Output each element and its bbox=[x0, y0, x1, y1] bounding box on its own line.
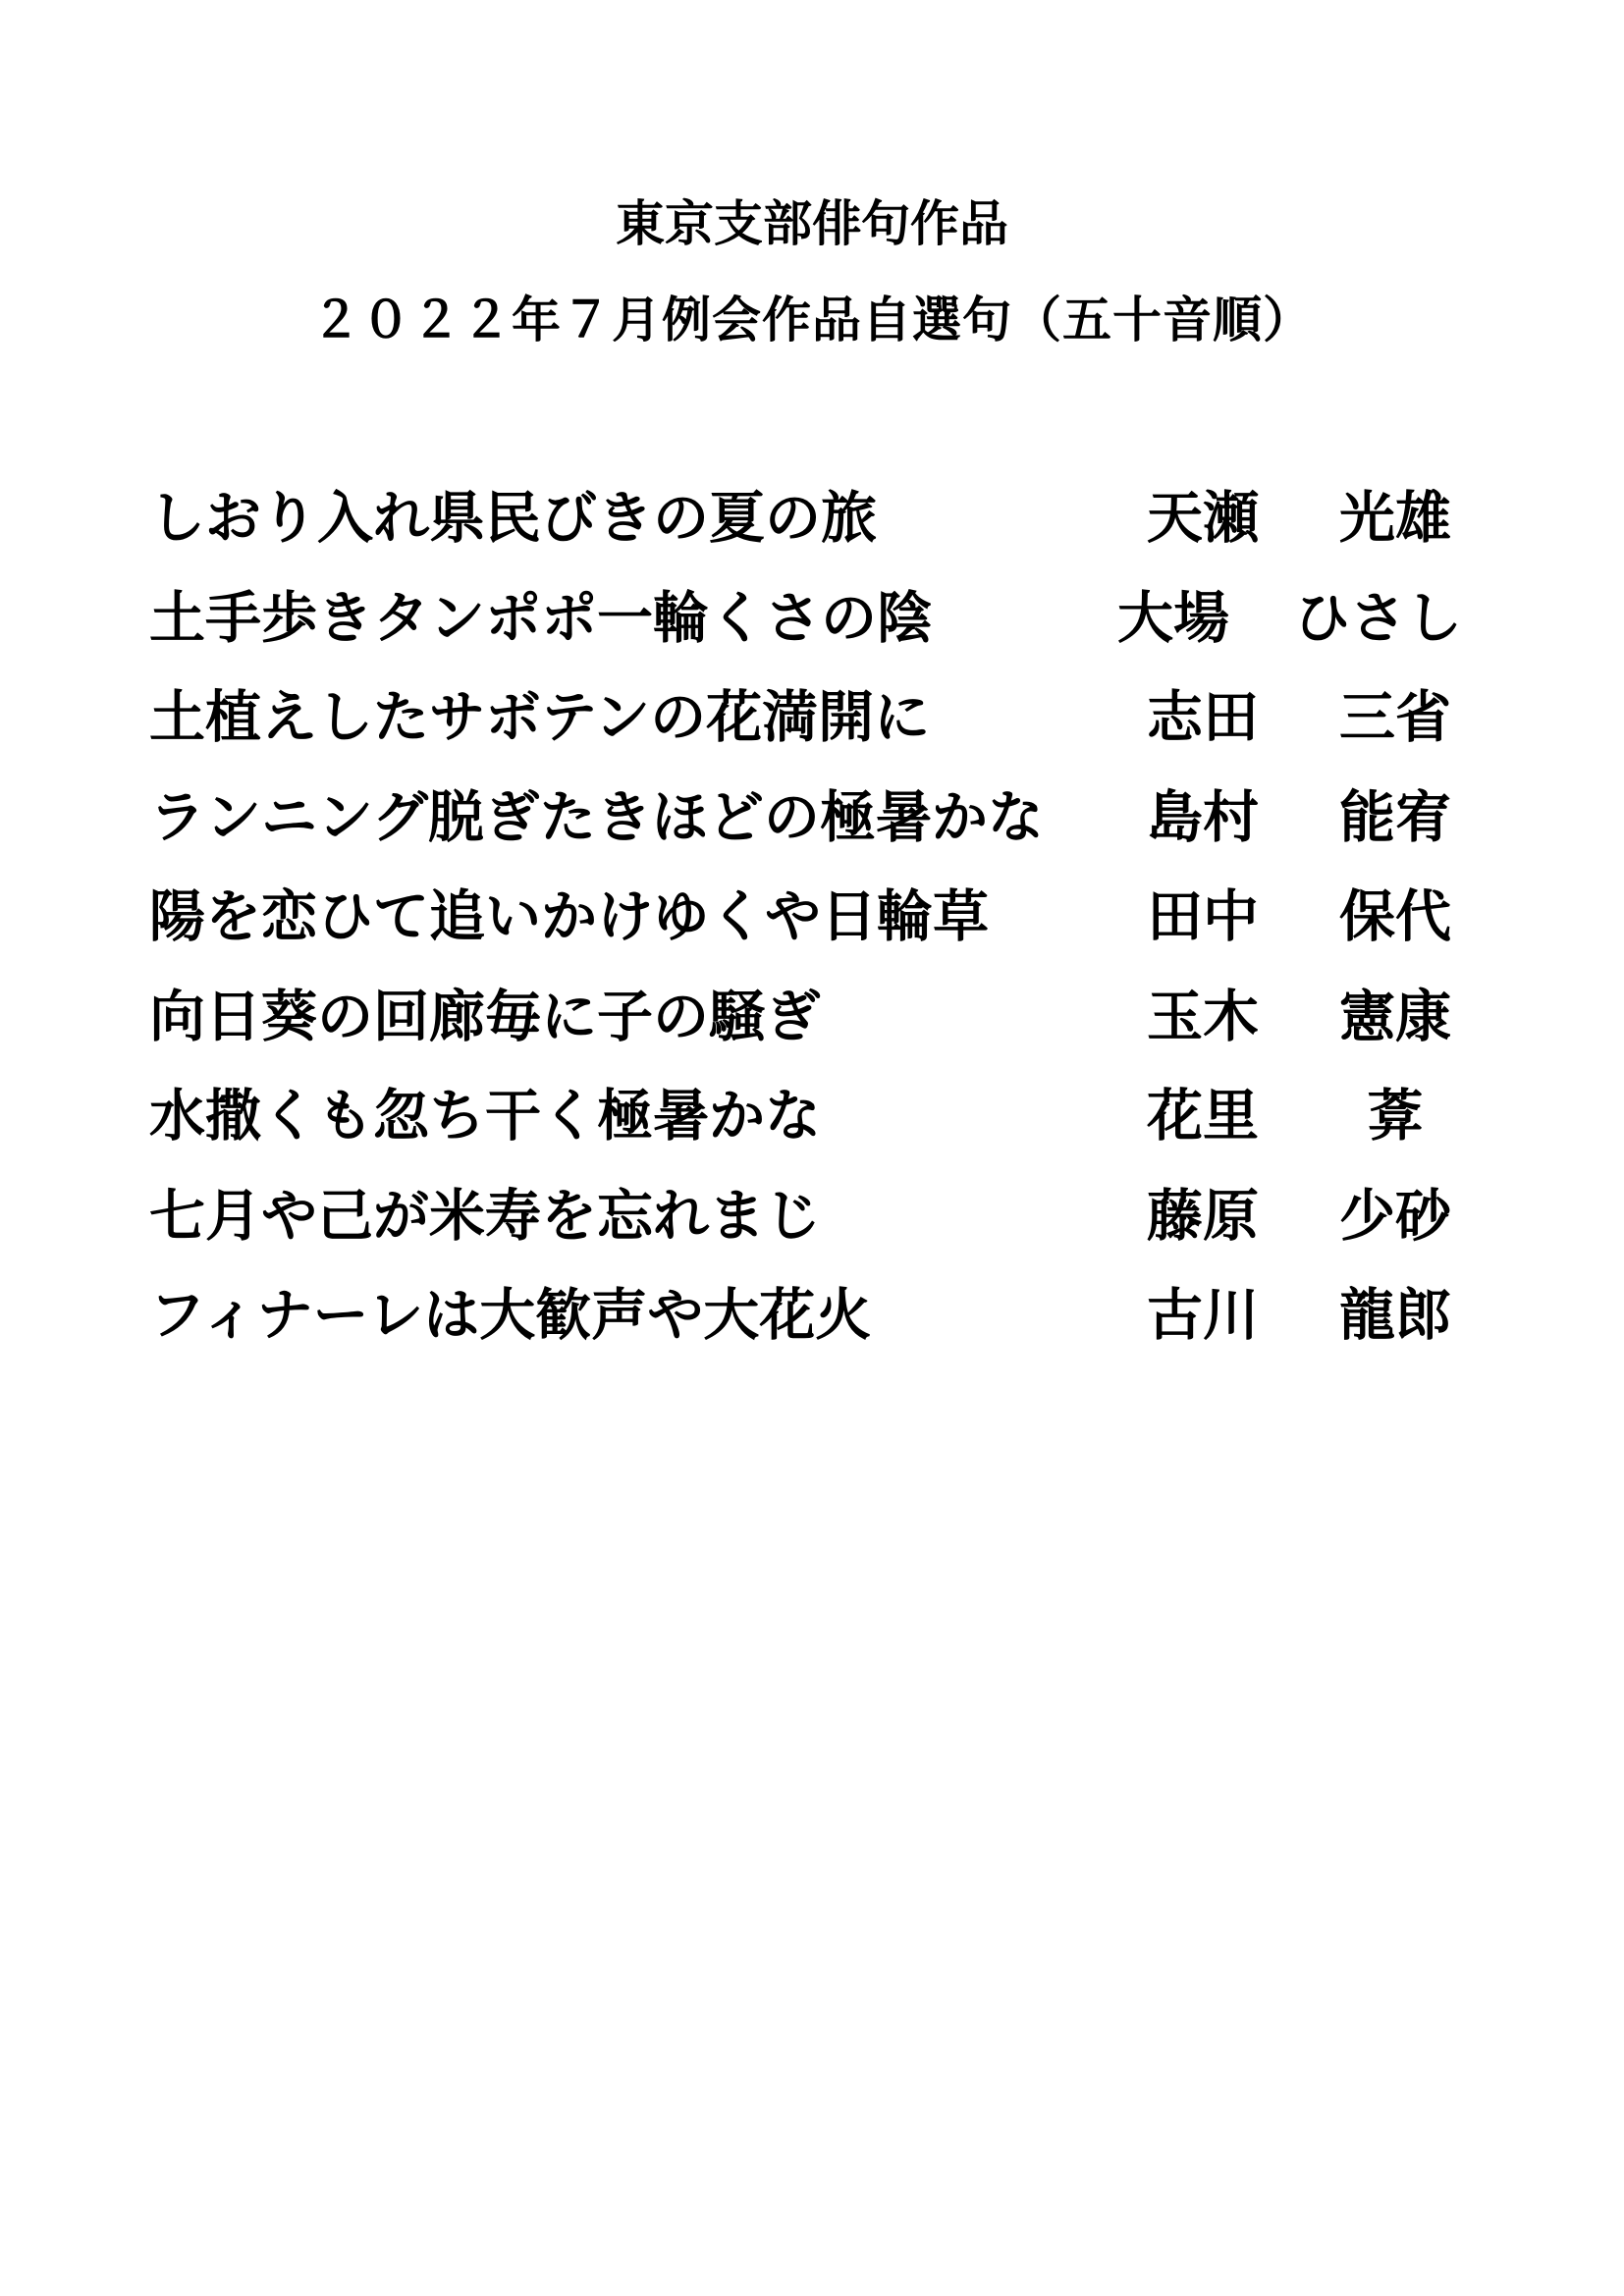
author-surname: 古川 bbox=[1147, 1283, 1259, 1348]
haiku-entry bbox=[149, 784, 1494, 888]
haiku-entry bbox=[149, 1183, 1494, 1287]
haiku-entry bbox=[149, 585, 1494, 689]
haiku-entry bbox=[149, 1283, 1494, 1386]
author-surname: 天瀬 bbox=[1147, 486, 1259, 551]
haiku-entry bbox=[149, 884, 1494, 988]
author-given-name: 光雄 bbox=[1339, 486, 1451, 551]
author-given-name: 龍郎 bbox=[1339, 1283, 1451, 1348]
haiku-verse: 陽を恋ひて追いかけゆくや日輪草 bbox=[149, 884, 989, 949]
author-given-name: 葊 bbox=[1367, 1084, 1424, 1148]
author-surname: 大場 bbox=[1117, 585, 1229, 651]
haiku-entry bbox=[149, 685, 1494, 788]
haiku-entry bbox=[149, 984, 1494, 1088]
author-surname: 島村 bbox=[1147, 784, 1259, 850]
haiku-verse: 向日葵の回廊毎に子の騒ぎ bbox=[149, 984, 821, 1049]
author-given-name: 三省 bbox=[1339, 685, 1451, 750]
author-given-name: 少砂 bbox=[1339, 1183, 1451, 1249]
haiku-verse: 水撒くも忽ち干く極暑かな bbox=[149, 1084, 821, 1148]
page-title: 東京支部俳句作品 bbox=[616, 195, 1008, 252]
author-given-name: 憲康 bbox=[1339, 984, 1451, 1049]
page-subtitle: ２０２２年７月例会作品自選句（五十音順） bbox=[311, 292, 1313, 348]
author-surname: 田中 bbox=[1147, 884, 1259, 949]
haiku-list bbox=[149, 486, 1494, 1386]
haiku-entry bbox=[149, 1084, 1494, 1187]
author-surname: 藤原 bbox=[1147, 1183, 1259, 1249]
author-given-name: 保代 bbox=[1339, 884, 1451, 949]
author-given-name: 能宥 bbox=[1339, 784, 1451, 850]
haiku-verse: 七月や己が米寿を忘れまじ bbox=[149, 1183, 821, 1249]
haiku-verse: ランニング脱ぎたきほどの極暑かな bbox=[149, 784, 1044, 850]
haiku-verse: フィナーレは大歓声や大花火 bbox=[149, 1283, 872, 1348]
author-surname: 玉木 bbox=[1147, 984, 1259, 1049]
author-surname: 志田 bbox=[1147, 685, 1259, 750]
author-surname: 花里 bbox=[1147, 1084, 1259, 1148]
haiku-verse: 土手歩きタンポポ一輪くさの陰 bbox=[149, 585, 933, 651]
author-given-name: ひさし bbox=[1294, 585, 1462, 651]
haiku-verse: しおり入れ県民びきの夏の旅 bbox=[149, 486, 877, 551]
haiku-entry bbox=[149, 486, 1494, 589]
haiku-verse: 土植えしたサボテンの花満開に bbox=[149, 685, 931, 750]
